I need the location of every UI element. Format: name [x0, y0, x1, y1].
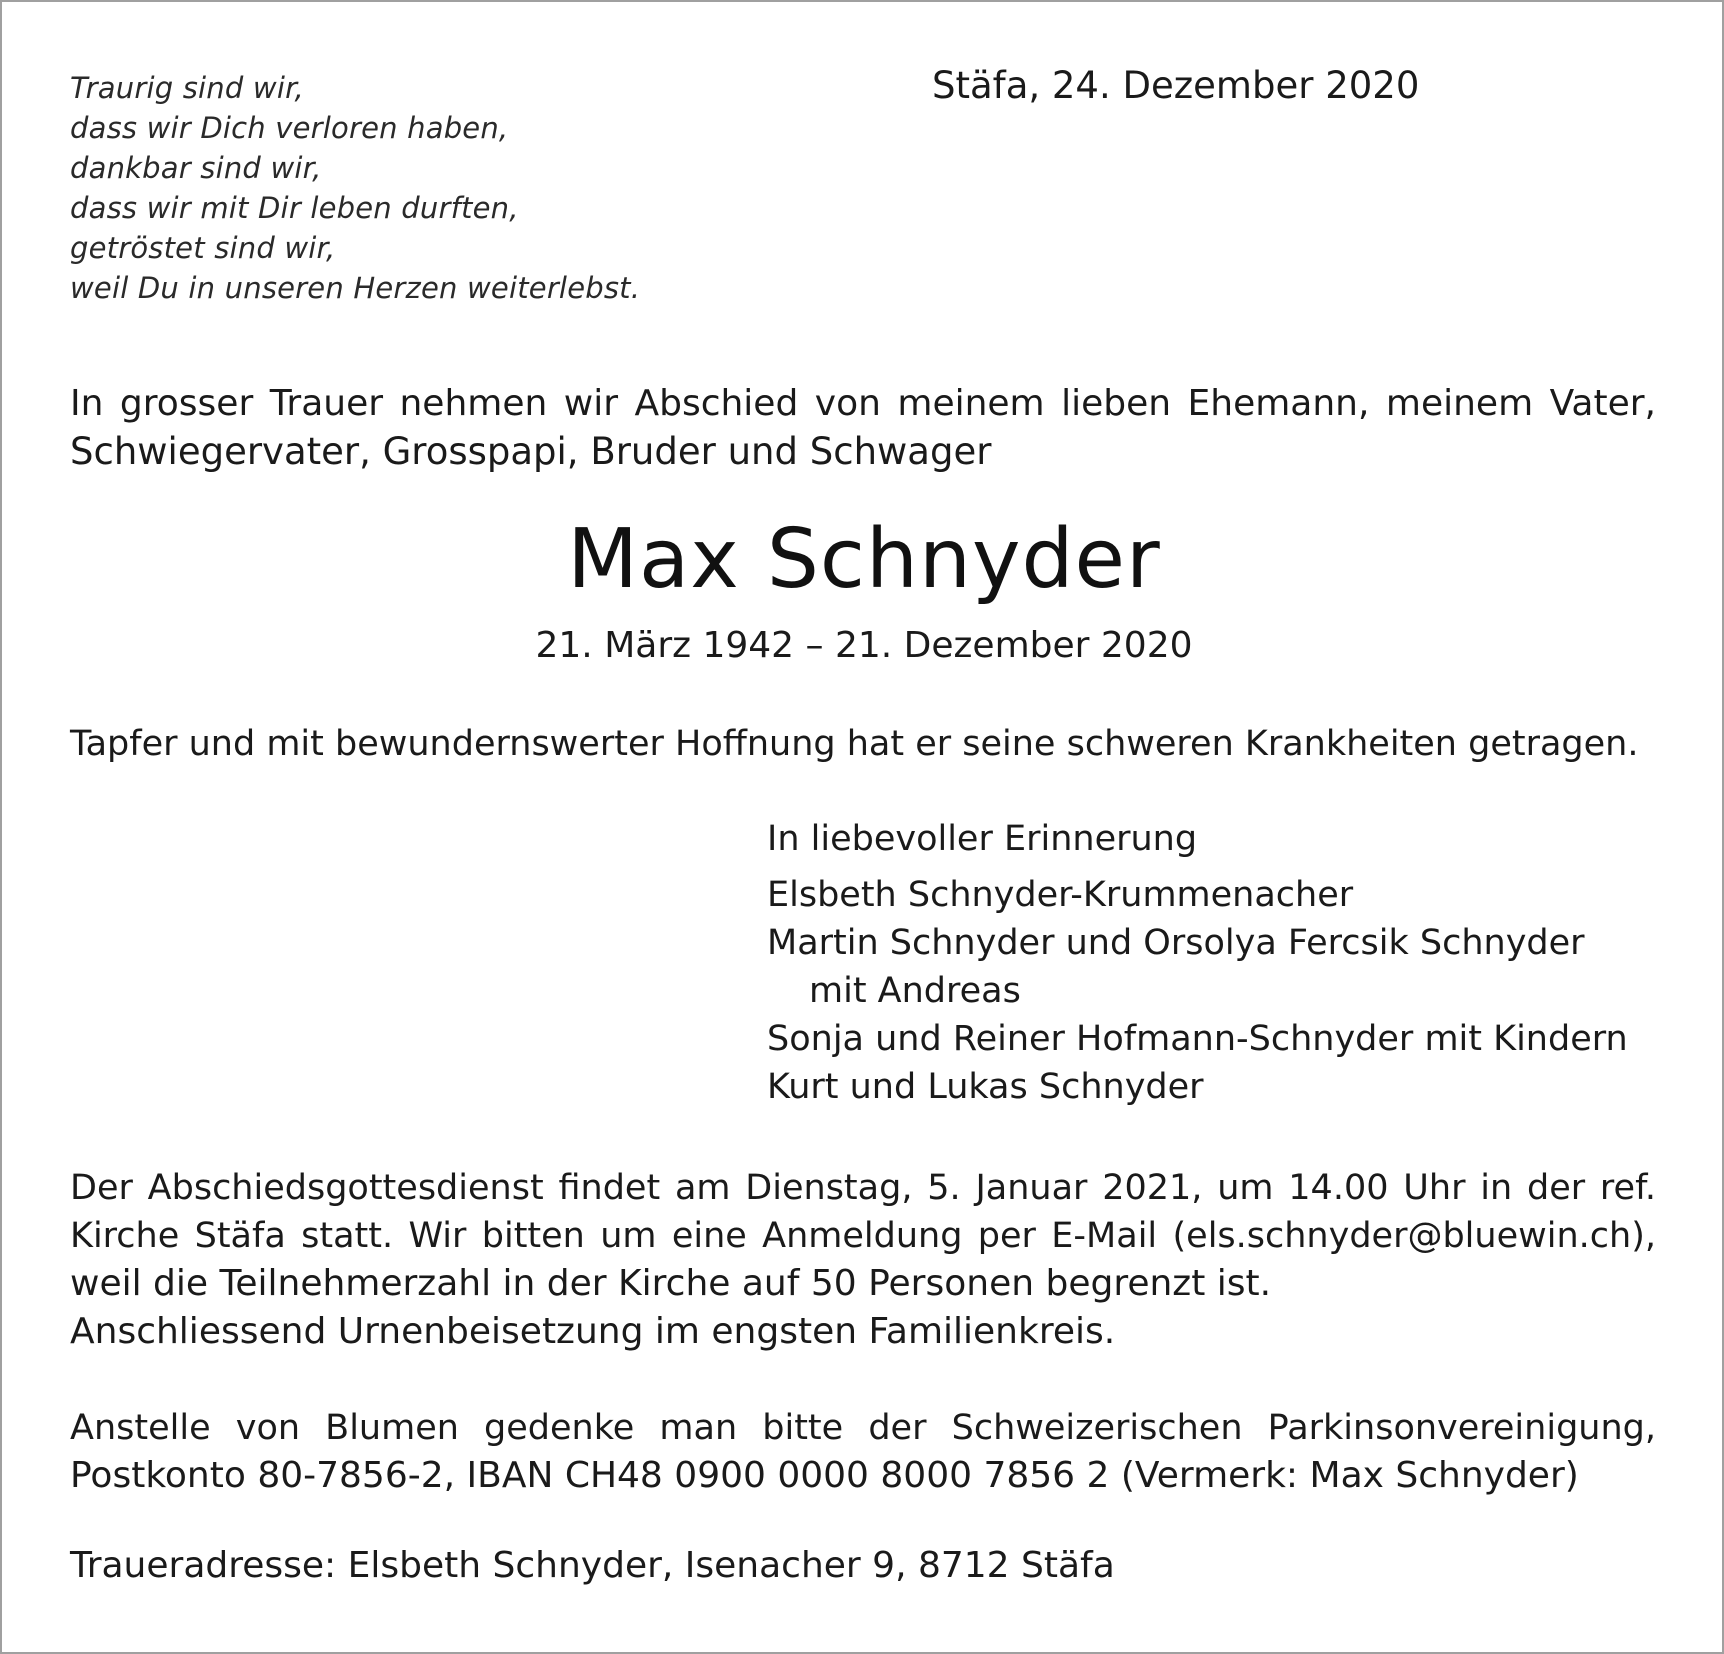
service-line: Der Abschiedsgottesdienst findet am Dienstag, 5. Januar 2021, um 14.00 Uhr in der ref. [70, 1168, 1656, 1208]
service-line: weil die Teilnehmerzahl in der Kirche auf 50 Personen begrenzt ist. [70, 1263, 1272, 1304]
mourner-line: Elsbeth Schnyder-Krummenacher [767, 875, 1354, 915]
donation-line: Postkonto 80-7856-2, IBAN CH48 0900 0000 8000 7856 2 (Vermerk: Max Schnyder) [70, 1455, 1579, 1496]
mourner-line: Kurt und Lukas Schnyder [767, 1067, 1204, 1107]
mourner-line: Sonja und Reiner Hofmann-Schnyder mit Kindern [767, 1019, 1628, 1059]
deceased-name: Max Schnyder [567, 512, 1161, 607]
service-paragraph [70, 1164, 1656, 1356]
poem-line: dass wir Dich verloren haben, [70, 111, 509, 145]
intro-line: Schwiegervater, Grosspapi, Bruder und Schwager [70, 430, 992, 473]
place-date: Stäfa, 24. Dezember 2020 [932, 64, 1420, 107]
tribute-text: Tapfer und mit bewundernswerter Hoffnung hat er seine schweren Krankheiten getragen. [70, 724, 1639, 764]
poem-line: dass wir mit Dir leben durften, [70, 191, 519, 225]
donation-paragraph [70, 1404, 1656, 1500]
mourners-heading: In liebevoller Erinnerung [767, 819, 1198, 859]
poem [70, 68, 640, 308]
mourners-block [767, 815, 1628, 1111]
poem-line: getröstet sind wir, [70, 231, 336, 265]
intro-paragraph [70, 380, 1656, 476]
poem-line: weil Du in unseren Herzen weiterlebst. [70, 271, 641, 305]
poem-line: Traurig sind wir, [70, 71, 304, 105]
mourner-line: Martin Schnyder und Orsolya Fercsik Schnyder [767, 923, 1585, 963]
intro-line: In grosser Trauer nehmen wir Abschied von meinem lieben Ehemann, meinem Vater, [70, 383, 1656, 424]
donation-line: Anstelle von Blumen gedenke man bitte der Schweizerischen Parkinsonvereinigung, [70, 1408, 1656, 1448]
service-line: Anschliessend Urnenbeisetzung im engsten Familienkreis. [70, 1311, 1116, 1352]
lifespan: 21. März 1942 – 21. Dezember 2020 [535, 625, 1193, 666]
service-line: Kirche Stäfa statt. Wir bitten um eine Anmeldung per E-Mail (els.schnyder@bluewin.ch), [70, 1216, 1656, 1256]
mourning-address: Traueradresse: Elsbeth Schnyder, Isenacher 9, 8712 Stäfa [70, 1545, 1115, 1586]
mourner-line: mit Andreas [809, 971, 1021, 1011]
poem-line: dankbar sind wir, [70, 151, 322, 185]
